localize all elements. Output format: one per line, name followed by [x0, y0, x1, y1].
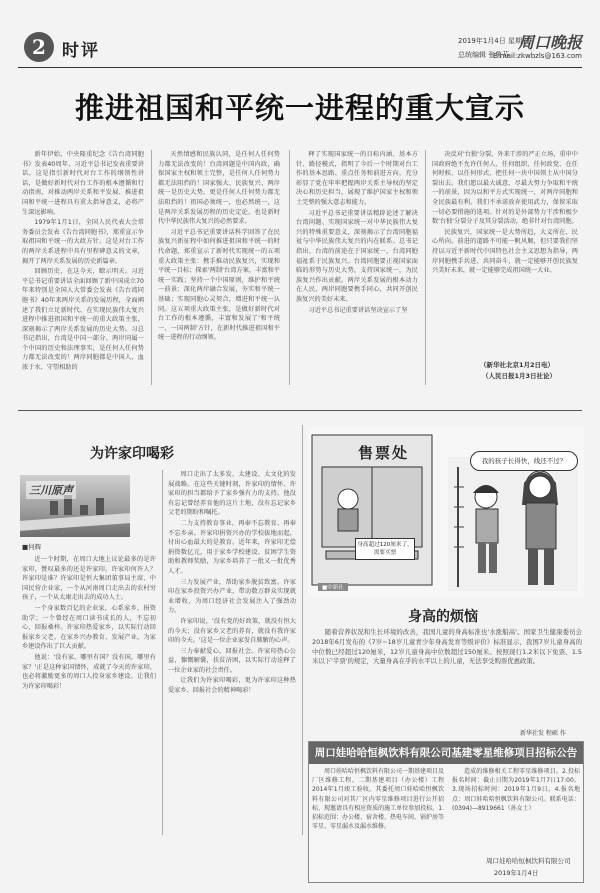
paragraph: 1979年1月1日，全国人民代表大会常务委员会发表《告台湾同胞书》，郑重宣示争取祖国和平统一的大政方针。这是对台工作的两岸关系进程中具有里程碑意义的文章，揭开了两岸关系发展的历史新篇章。: [22, 219, 144, 265]
paragraph: 周口走出了太多发、太建设、太文化的发展战略。在这些关键时刻，许家印的情怀、许家印的担当都给予了家乡强有力的支持。他没有忘记曾经养育他的这片土地，没有忘记家乡父老的期盼和嘱托。: [168, 471, 296, 517]
column-logo: 三川原声: [26, 481, 76, 499]
lead-column-1: [22, 150, 144, 385]
paragraph: 许家印说，'没有党的好政策，就没有恒大的今天；没有家乡父老的养育，就没有我许家印的今天。'这是一位企业家发自肺腑的心声。: [168, 617, 296, 645]
paragraph: 天然情感和民族认同，是任何人任何势力都无法改变的！台湾问题是中国内政，确保国家主权和领土完整，是任何人任何势力都无法阻挡的！国家强大、民族复兴、两岸统一是历史大势，更是任何人任何势力都无法阻挡的！祖国必须统一，也必然统一，这是两岸关系发展历程的历史定论，也是新时代中华民族伟大复兴的必然要求。: [158, 151, 280, 226]
column-divider: [162, 470, 163, 835]
editors-line: 总统编辑 张鲁芬: [458, 51, 510, 59]
cartoon-credit: ■中新社: [318, 583, 348, 591]
paragraph: 近一个时期，在周口大地上议论最多的是许家印，赞叹最多的还是许家印。许家印何许人？许家印是谁？许家印是恒大集团董事局主席、中国民营企业家，一个从河南周口走出去的农村穷孩子，一个从太康走出去的成功人士。: [22, 556, 156, 602]
ad-title: 周口娃哈哈恒枫饮料有限公司基建零星维修项目招标公告: [309, 742, 583, 764]
notice-text: [312, 628, 582, 728]
column-divider: [151, 150, 152, 385]
column-piece-text-2: [168, 470, 296, 835]
river-shape: [20, 513, 130, 531]
paragraph: 习近平总书记重要讲话科学回答了在民族复兴新征程中如何推进祖国和平统一的时代命题，郑重宣示了新时代实现统一的五项重大政策主张：携手推动民族复兴，实现和平统一目标；探索'两制'台湾方案，丰富和平统一实践；坚持一个中国原则，维护和平统一前景；深化两岸融合发展，夯实和平统一基础；实现同胞心灵契合，增进和平统一认同。这五项重大政策主张，是做好新时代对台工作的根本遵循，丰富和发展了'和平统一、一国两制'方针，在新时代推进祖国和平统一进程的行动纲领。: [158, 228, 280, 342]
masthead: [18, 30, 582, 68]
brand-logo: 周口晚报: [517, 33, 582, 52]
lead-credit-2: （人民日报1月3日社论）: [482, 372, 557, 380]
dateline: 2019年1月4日 星期五: [458, 37, 529, 45]
ad-date: 2019年1月4日: [494, 869, 539, 877]
paragraph: 回顾历史，在这今天，瞭示明天。习近平总书记重要讲话全面回顾了新中国成立70年来特别是全国人大常委会发表《告台湾同胞书》40年来两岸关系的发展历程，全面阐述了我们立足新时代、在实现民族伟大复兴进程中推进祖国和平统一的重大政策主张，深刻揭示了两岸关系发展的历史大势。习总书记指出，台湾是中国一部分、两岸同属一个中国的历史和法理事实，是任何人任何势力都无法改变的！两岸同胞都是中国人，血浓于水、守望相助的: [22, 268, 144, 372]
ad-text-2: [452, 767, 580, 845]
paragraph: 造成的维修相关工程零星维修项目。2.投标报名时间：截止日期为2019年1月7日17:00。3.现场招标时间：2019年1月9日。4.报名地点：周口娃哈哈恒枫饮料有限公司。联系电话：(0394)—8919661（孙女士）: [452, 768, 580, 812]
building-shape: [80, 505, 88, 515]
page-number: 2: [24, 32, 54, 62]
paragraph: 习近平总书记重要讲话坚决宣示了坚: [308, 306, 408, 314]
paragraph: 民族复兴，国家统一是大势所趋，大义所在、民心所向。前进的道路不可能一帆风顺，但只要我们坚持以习近平新时代中国特色社会主义思想为指导，两岸同胞携手共进、共同奋斗，就一定能够开创民族复兴美好未来，就一定能够完成祖国统一大业。: [432, 228, 578, 275]
paragraph: 三力发展产业，帮助家乡脱贫致富。许家印在家乡投资兴办产业，带动数万群众实现就业增收，为周口经济社会发展注入了强劲动力。: [168, 578, 296, 615]
lead-headline: 推进祖国和平统一进程的重大宣示: [74, 91, 525, 125]
notice-title: 身高的烦恼: [408, 609, 478, 625]
building-shape: [96, 498, 104, 515]
ticket-sign: 身高超过120厘米了，需要买票: [355, 538, 415, 560]
paragraph: 二力支持教育事业，再奉不忘教育、再奉不忘乡亲。许家印捐资兴办的学校拔地而起，付出心血最大的是教育。近年来，许家印无偿捐资数亿元，用于家乡学校建设、贫困学生资助和教师奖励，为家乡培养了一批又一批优秀人才。: [168, 519, 296, 575]
paragraph: 他说：'没有家，哪里有国？没有国，哪里有家？'正是这种家国情怀，成就了今天的许家印，也必将激励更多的周口人投身家乡建设。让我们为许家印喝彩！: [22, 653, 156, 690]
speech-bubble: 我的孩子长得快，线还不过？: [470, 451, 578, 471]
paragraph: 释了实现国家统一的目标内涵、基本方针、路径模式，指明了今后一个时期对台工作的基本思路、重点任务和前进方向，充分彰显了党在牢牢把握两岸关系主导权的坚定决心和历史担当，展现了维护国家主权和领土完整的强大意志和能力。: [296, 151, 418, 206]
paragraph: 随着营养状况和生长环境的改善，我国儿童的身高标准也'水涨船高'。国家卫生健康委员会2018年6月发布的《7岁~18岁儿童青少年身高发育等级评价》标准显示，我国7岁儿童身高的中位数已经超过120厘米，12岁儿童身高中位数超过150厘米。按照现行1.2米以下免票、1.5米以下'半票'的规定，大量身高在乎的水平以上的儿童，无法享受购票优惠政策。: [312, 628, 582, 666]
lead-column-4: [432, 150, 578, 355]
paragraph: 新年伊始，中央隆重纪念《告台湾同胞书》发表40周年，习近平总书记发表重要讲话。这是指引新时代对台工作的纲领性讲话，是做好新时代对台工作的根本遵循和行动指南，对推动两岸关系和平发展、推进祖国和平统一进程具有重大指导意义，必将产生深远影响。: [22, 151, 144, 216]
column-author: ■何辉: [22, 543, 42, 551]
column-divider: [425, 150, 426, 385]
column-divider: [289, 150, 290, 385]
section-title: 时评: [62, 41, 100, 61]
building-shape: [50, 501, 58, 515]
paragraph: 习近平总书记重要讲话精辟论述了解决台湾问题、实现国家统一对中华民族伟大复兴的特殊重要意义，深刻揭示了台湾同胞福祉与中华民族伟大复兴的内在联系。总书记指出，台湾的前途在于国家统一，台湾同胞福祉系于民族复兴。台湾同胞要正视国家面临的形势与历史大势，支持国家统一，为民族复兴作出贡献。两岸关系发展的根本动力在人民，两岸同胞要携手同心，共同开创民族复兴的美好未来。: [296, 209, 418, 303]
column-piece-text-1: [22, 555, 156, 835]
ticket-office-label: 售票处: [358, 444, 410, 462]
lead-column-2: [158, 150, 280, 385]
paragraph: 一个身家数百亿的企业家，心系家乡，捐资助学；一个曾经在周口读书成长的人，不忘初心，回报桑梓。许家印热爱家乡，以实际行动回报家乡父老，在家乡兴办教育、发展产业，为家乡建设作出了巨大贡献。: [22, 604, 156, 651]
paragraph: 周口娃哈哈恒枫饮料有限公司一期基建项目及厂区维修工程、二期基建项目（办公楼）工程2014年1月竣工验收。其委托周口娃哈哈恒枫饮料有限公司对其厂区内零星维修项目进行公开招标，现邀请具有相应资质的施工单位参加投标。1.招标范围：办公楼、宿舍楼、热电车间、锅炉房等零星、零星漏水及漏水维修。: [312, 768, 444, 831]
column-photo: [20, 475, 130, 537]
email-line: E-mail:zkwbzls@163.com: [492, 52, 582, 60]
column-piece-title: 为许家印喝彩: [90, 446, 174, 462]
lead-credit: （新华社北京1月2日电）: [480, 361, 555, 369]
paragraph: 让我们为许家印喝彩，更为许家印这种热爱家乡、回报社会的精神喝彩！: [168, 677, 296, 695]
column-divider: [302, 425, 303, 835]
ad-text-1: [312, 767, 444, 863]
notice-credit: 新华社发 程硕 作: [520, 730, 566, 737]
paragraph: 决反对'台独'分裂、外来干涉的严正立场，重申中国政府绝不允许任何人、任何组织、任何政党、在任何时候、以任何形式、把任何一块中国领土从中国分裂出去。我们愿以最大诚意、尽最大努力争取和平统一的前景，因为以和平方式实现统一，对两岸同胞和全民族最有利。我们不承诺放弃使用武力，保留采取一切必要措施的选项。针对的是外部势力干涉和极少数'台独'分裂分子及其分裂活动，绝非针对台湾同胞。: [432, 151, 578, 226]
section-divider: [18, 410, 582, 411]
ad-organization: 周口娃哈哈恒枫饮料有限公司: [486, 857, 571, 865]
lead-column-3: [296, 150, 418, 385]
paragraph: 三力奉献爱心，回报社会。许家印热心公益，慷慨解囊，扶贫济困，以实际行动诠释了一位企业家的社会责任。: [168, 647, 296, 674]
